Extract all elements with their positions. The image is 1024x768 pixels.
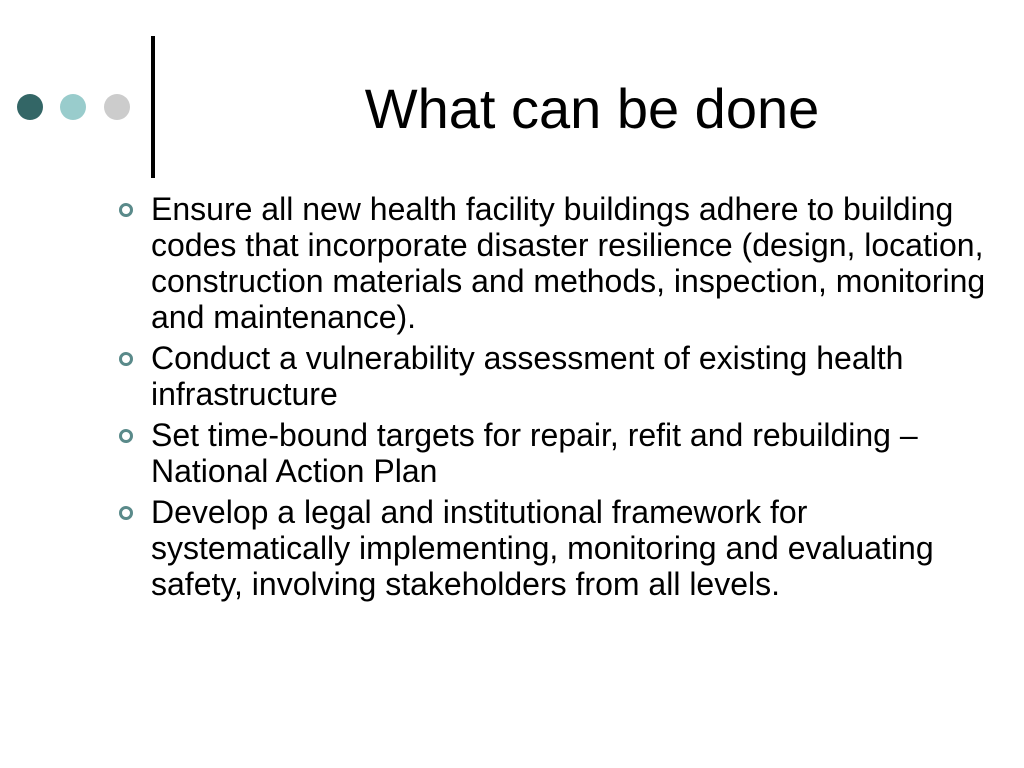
ring-bullet-icon bbox=[119, 429, 133, 443]
bullet-text: Conduct a vulnerability assessment of existing health infrastructure bbox=[151, 340, 904, 412]
bullet-item-legal-framework bbox=[108, 494, 988, 602]
decorative-dot-dark-icon bbox=[17, 94, 43, 120]
ring-bullet-icon bbox=[119, 506, 133, 520]
slide-title: What can be done bbox=[364, 77, 820, 140]
bullet-item-time-bound-targets bbox=[108, 417, 988, 489]
ring-bullet-icon bbox=[119, 352, 133, 366]
bullet-item-building-codes bbox=[108, 191, 988, 335]
bullet-list bbox=[108, 191, 988, 607]
decorative-dot-light-icon bbox=[60, 94, 86, 120]
title-divider-line bbox=[151, 36, 155, 178]
bullet-text: Set time-bound targets for repair, refit and rebuilding – National Action Plan bbox=[151, 417, 918, 489]
bullet-text: Develop a legal and institutional framework for systematically implementing, monitoring and evaluating safety, involving stakeholders from all levels. bbox=[151, 494, 934, 602]
bullet-text: Ensure all new health facility buildings adhere to building codes that incorporate disaster resilience (design, location, construction materials and methods, inspection, monitoring and maintenance). bbox=[151, 191, 986, 335]
decorative-dot-grey-icon bbox=[104, 94, 130, 120]
ring-bullet-icon bbox=[119, 203, 133, 217]
bullet-item-vulnerability-assessment bbox=[108, 340, 988, 412]
